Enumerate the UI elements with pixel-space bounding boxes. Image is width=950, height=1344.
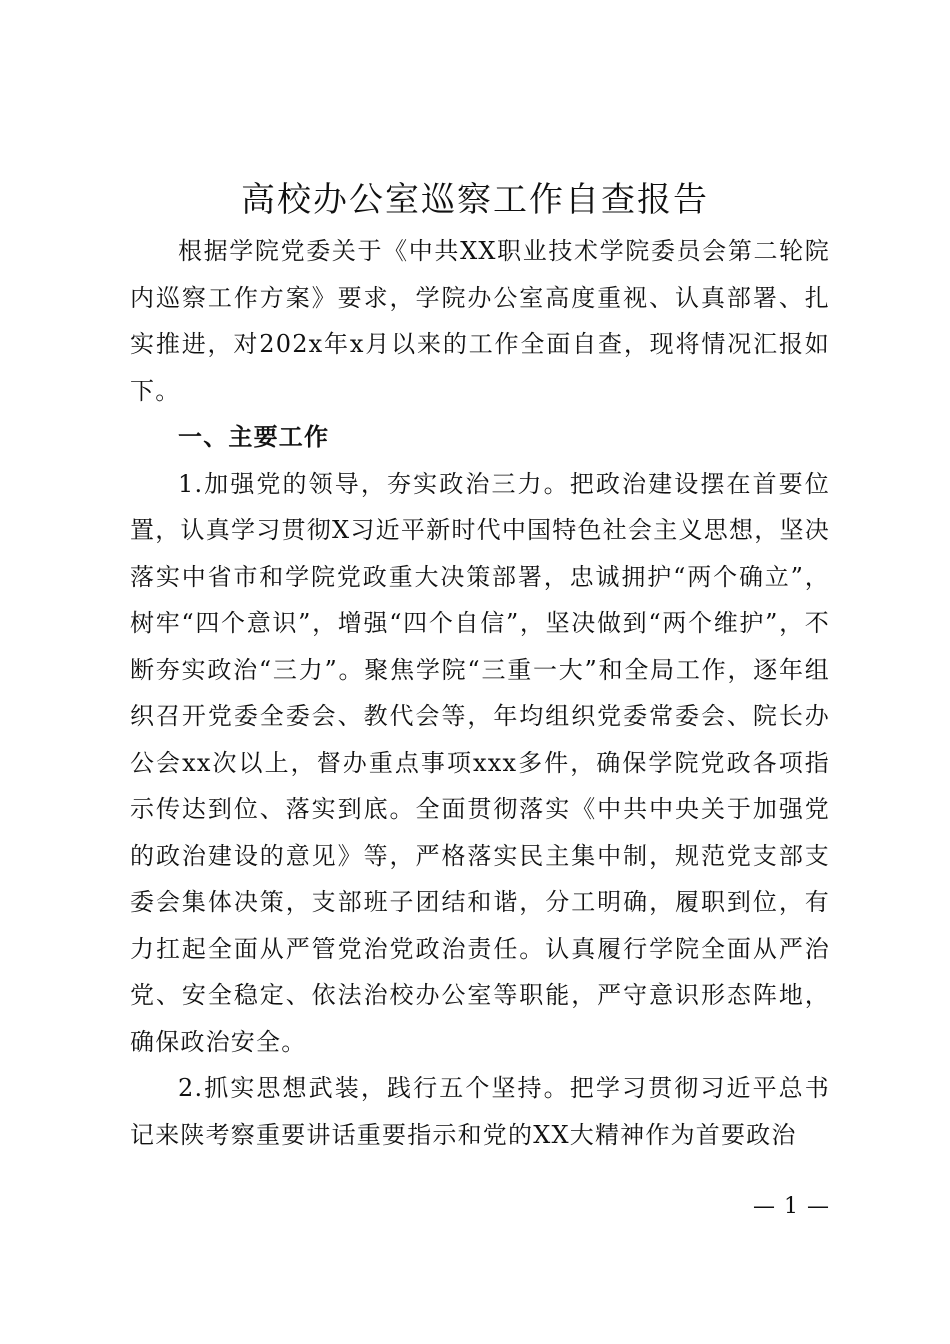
document-title: 高校办公室巡察工作自查报告: [241, 180, 709, 220]
paragraph-item-1: 1.加强党的领导，夯实政治三力。把政治建设摆在首要位置，认真学习贯彻X习近平新时代中国特色社会主义思想，坚决落实中省市和学院党政重大决策部署，忠诚拥护“两个确立”，树牢“四个意识”，增强“四个自信”，坚决做到“两个维护”，不断夯实政治“三力”。聚焦学院“三重一大”和全局工作，逐年组织召开党委全委会、教代会等，年均组织党委常委会、院长办公会xx次以上，督办重点事项xxx多件，确保学院党政各项指示传达到位、落实到底。全面贯彻落实《中共中央关于加强党的政治建设的意见》等，严格落实民主集中制，规范党支部支委会集体决策，支部班子团结和谐，分工明确，履职到位，有力扛起全面从严管党治党政治责任。认真履行学院全面从严治党、安全稳定、依法治校办公室等职能，严守意识形态阵地，确保政治安全。: [130, 469, 830, 1056]
section-heading-main-work: 一、主要工作: [178, 423, 330, 451]
document-body: [130, 228, 830, 1158]
page-number: — 1 —: [753, 1194, 830, 1219]
intro-paragraph: 根据学院党委关于《中共XX职业技术学院委员会第二轮院内巡察工作方案》要求，学院办公室高度重视、认真部署、扎实推进，对202x年x月以来的工作全面自查，现将情况汇报如下。: [130, 237, 830, 405]
paragraph-item-2: 2.抓实思想武装，践行五个坚持。把学习贯彻习近平总书记来陕考察重要讲话重要指示和党的XX大精神作为首要政治: [130, 1074, 830, 1149]
